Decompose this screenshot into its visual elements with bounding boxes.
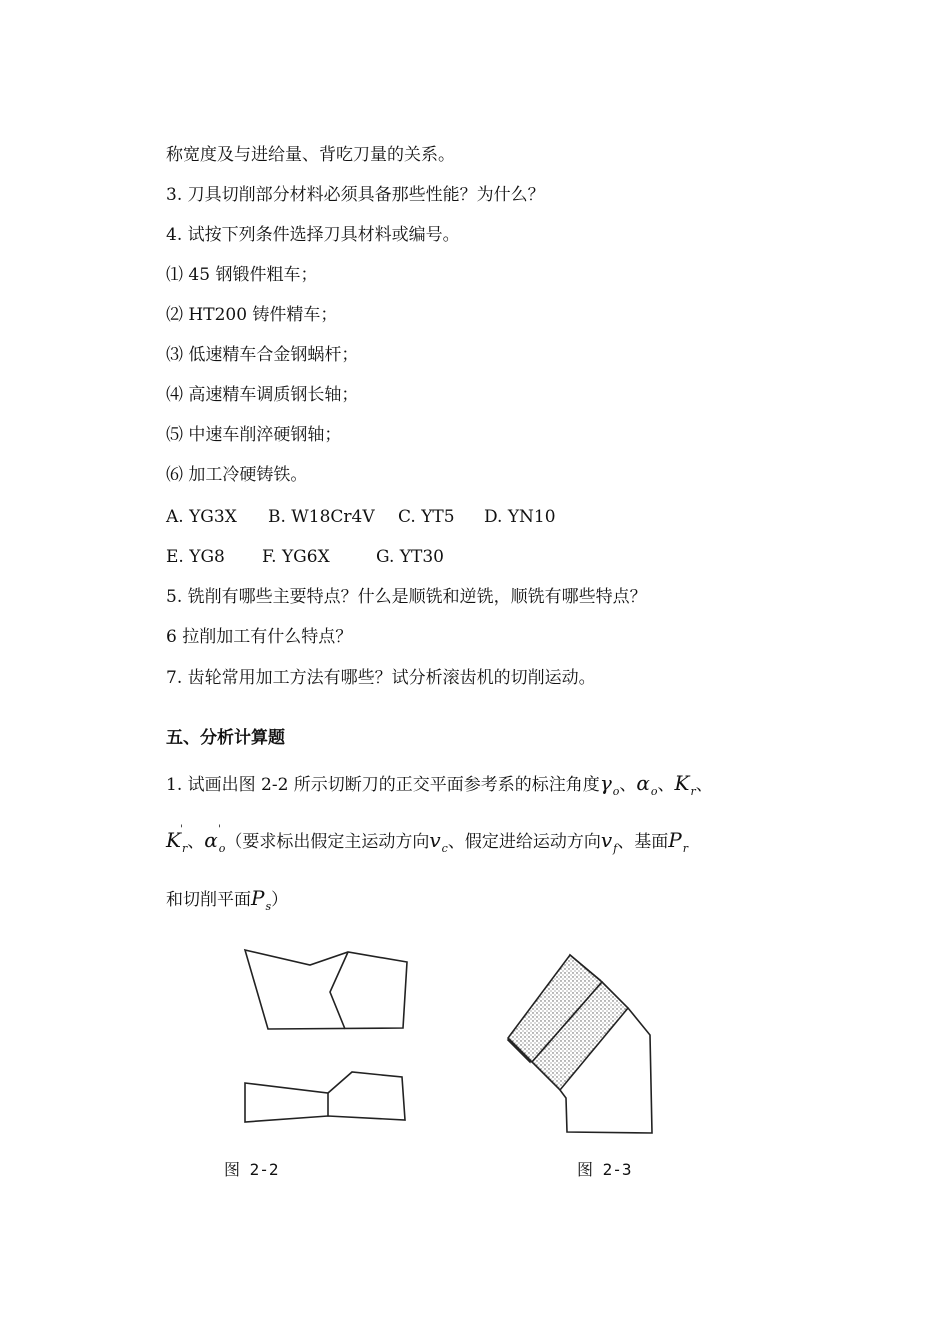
separator: 、 xyxy=(619,775,637,795)
kappa-r-prime-symbol: K ' $_r$ xyxy=(166,824,188,855)
condition-6: ⑹ 加工冷硬铸铁。 xyxy=(166,465,308,485)
vc-symbol: $v_c$ xyxy=(429,828,448,855)
figure-2-3-caption: 图 2-3 xyxy=(577,1160,632,1179)
question-4: 4. 试按下列条件选择刀具材料或编号。 xyxy=(166,225,460,245)
cutting-plane-text: 和切削平面 xyxy=(166,890,251,910)
ps-symbol: $P_s$ xyxy=(251,886,272,913)
option-a: A. YG3X xyxy=(166,507,237,527)
option-b: B. W18Cr4V xyxy=(268,507,375,527)
alpha-o-symbol: $\alpha_o$ xyxy=(636,771,658,798)
condition-2: ⑵ HT200 铸件精车； xyxy=(166,305,338,325)
option-f: F. YG6X xyxy=(262,547,330,567)
pr-symbol: $P_r$ xyxy=(668,828,688,855)
feed-direction-text: 、假定进给运动方向 xyxy=(447,832,601,852)
condition-3: ⑶ 低速精车合金钢蜗杆； xyxy=(166,345,359,365)
section-title: 五、分析计算题 xyxy=(166,728,285,748)
question-7: 7. 齿轮常用加工方法有哪些？试分析滚齿机的切削运动。 xyxy=(166,668,596,688)
question-3: 3. 刀具切削部分材料必须具备那些性能？为什么？ xyxy=(166,185,545,205)
base-plane-text: 、基面 xyxy=(617,832,669,852)
condition-4: ⑷ 高速精车调质钢长轴； xyxy=(166,385,359,405)
separator: 、 xyxy=(187,832,205,852)
problem-1-text: 1. 试画出图 2-2 所示切断刀的正交平面参考系的标注角度 xyxy=(166,775,600,795)
closing-paren: ） xyxy=(271,890,289,910)
question-6: 6 拉削加工有什么特点？ xyxy=(166,627,353,647)
vf-symbol: $v_f$ xyxy=(600,828,618,855)
condition-5: ⑸ 中速车削淬硬钢轴； xyxy=(166,425,342,445)
question-5: 5. 铣削有哪些主要特点？什么是顺铣和逆铣，顺铣有哪些特点？ xyxy=(166,587,647,607)
option-c: C. YT5 xyxy=(398,507,455,527)
figure-2-2-caption: 图 2-2 xyxy=(224,1160,279,1179)
condition-1: ⑴ 45 钢锻件粗车； xyxy=(166,265,318,285)
option-d: D. YN10 xyxy=(484,507,556,527)
kappa-r-symbol: $K_r$ xyxy=(674,771,696,798)
problem-1-requirement: （要求标出假定主运动方向 xyxy=(225,832,430,852)
option-g: G. YT30 xyxy=(376,547,444,567)
option-e: E. YG8 xyxy=(166,547,225,567)
text-line: 称宽度及与进给量、背吃刀量的关系。 xyxy=(166,145,455,165)
separator: 、 xyxy=(657,775,675,795)
separator: 、 xyxy=(695,775,713,795)
gamma-o-symbol: $\gamma_o$ xyxy=(599,771,620,798)
alpha-o-prime-symbol: α ' $_o$ xyxy=(204,824,226,855)
